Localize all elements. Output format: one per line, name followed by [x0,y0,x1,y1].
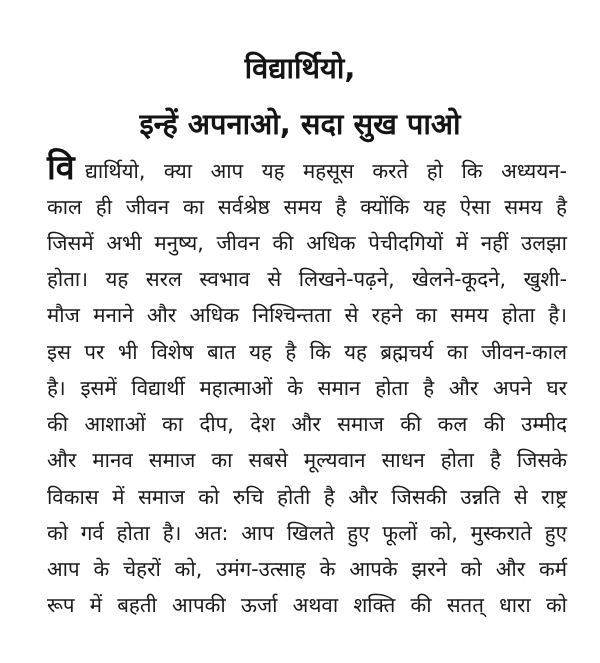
paragraph-line: काल ही जीवन का सर्वश्रेष्ठ समय है क्योंकि यह ऐसा समय है [47,195,567,219]
page-title-line-1: विद्यार्थियो, [244,51,356,85]
paragraph-line: की आशाओं का दीप, देश और समाज की कल की उम्मीद [47,412,567,436]
paragraph-line: इस पर भी विशेष बात यह है कि यह ब्रह्मचर्य का जीवन-काल [47,340,567,364]
paragraph-line: आप के चेहरों को, उमंग-उत्साह के आपके झरने को और कर्म [47,557,567,581]
paragraph-line: को गर्व होता है। अत: आप खिलते हुए फूलों को, मुस्कराते हुए [47,521,567,545]
paragraph-line: जिसमें अभी मनुष्य, जीवन की अधिक पेचीदगियों में नहीं उलझा [47,231,567,255]
paragraph-line: और मानव समाज का सबसे मूल्यवान साधन होता है जिसके [47,448,567,472]
paragraph-line: विकास में समाज को रुचि होती है और जिसकी उन्नति से राष्ट्र [47,485,567,509]
paragraph-line: होता। यह सरल स्वभाव से लिखने-पढ़ने, खेलने-कूदने, खुशी- [47,267,567,291]
paragraph-line: है। इसमें विद्यार्थी महात्माओं के समान होता है और अपने घर [47,376,567,400]
drop-cap: वि [47,148,75,188]
paragraph-line: द्यार्थियो, क्या आप यह महसूस करते हो कि अध्ययन- [85,159,567,183]
paragraph-line: मौज मनाने और अधिक निश्चिन्तता से रहने का समय होता है। [47,303,567,327]
page-title-line-2: इन्हें अपनाओ, सदा सुख पाओ [139,107,461,141]
paragraph-line: रूप में बहती आपकी ऊर्जा अथवा शक्ति की सतत् धारा को [47,593,567,617]
